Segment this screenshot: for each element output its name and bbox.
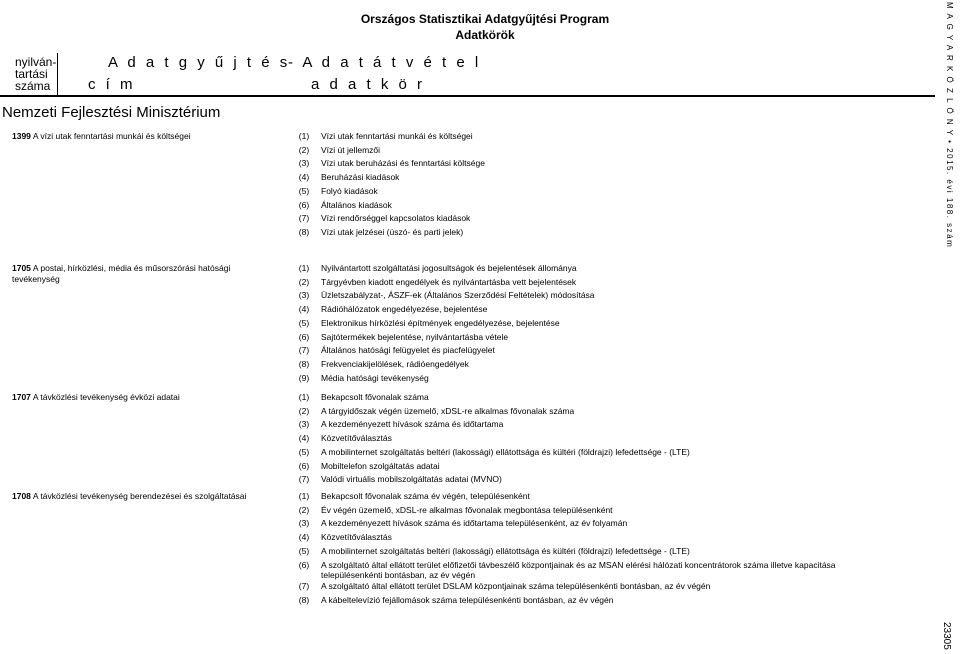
- item-text: Sajtótermékek bejelentése, nyilvántartásba vétele: [321, 331, 509, 342]
- column-label-title: c í m: [88, 76, 136, 93]
- item-text: Média hatósági tevékenység: [321, 372, 429, 383]
- item-number: (5): [298, 317, 310, 328]
- item-text: Közvetítőválasztás: [321, 532, 392, 543]
- page-subtitle: Adatkörök: [455, 28, 515, 42]
- item-number: (4): [298, 433, 310, 444]
- item-text: A tárgyidőszak végén üzemelő, xDSL-re alkalmas fővonalak száma: [321, 405, 575, 416]
- item-text: Vízi út jellemzői: [321, 144, 381, 155]
- program-name: A postai, hírközlési, média és műsorszórási hatósági tevékenység: [12, 263, 231, 284]
- item-number: (2): [298, 504, 310, 515]
- item-text: Elektronikus hírközlési építmények engedélyezése, bejelentése: [321, 317, 560, 328]
- item-number: (7): [298, 581, 310, 591]
- item-number: (7): [298, 213, 310, 224]
- item-number: (2): [298, 144, 310, 155]
- column-label-data-collection: A d a t g y ű j t é s: [108, 54, 291, 71]
- item-number: (1): [298, 131, 310, 141]
- column-label-data-scope: a d a t k ö r: [311, 76, 426, 93]
- journal-running-header: M A G Y A R K Ö Z L Ö N Y • 2015. évi 188. szám: [945, 2, 954, 249]
- item-number: (3): [298, 290, 310, 301]
- item-number: (8): [298, 226, 310, 237]
- page-number: 23305: [941, 622, 952, 650]
- page-title: Országos Statisztikai Adatgyűjtési Program: [360, 12, 610, 26]
- item-text: Üzletszabályzat-, ÁSZF-ek (Általános Szerződési Feltételek) módosítása: [321, 290, 595, 301]
- program-name: A távközlési tevékenység berendezései és szolgáltatásai: [32, 491, 247, 501]
- header-divider-vertical: [57, 53, 58, 95]
- item-text: Közvetítőválasztás: [321, 433, 392, 444]
- item-number: (6): [298, 460, 310, 471]
- program-title: [12, 131, 287, 142]
- item-number: (4): [298, 172, 310, 183]
- item-text: Rádióhálózatok engedélyezése, bejelentése: [321, 304, 488, 315]
- program-code: 1399: [12, 131, 31, 141]
- item-number: (5): [298, 446, 310, 457]
- item-text: Vízi utak beruházási és fenntartási költsége: [321, 158, 485, 169]
- item-text: Nyilvántartott szolgáltatási jogosultságok és bejelentések állománya: [321, 263, 577, 273]
- item-number: (8): [298, 594, 310, 605]
- item-number: (2): [298, 405, 310, 416]
- column-label-data-transfer: - A d a t á t v é t e l: [288, 54, 482, 71]
- program-code: 1708: [12, 491, 31, 501]
- item-text: Tárgyévben kiadott engedélyek és nyilvántartásba vett bejelentések: [321, 276, 577, 287]
- item-number: (6): [298, 559, 310, 570]
- item-number: (5): [298, 545, 310, 556]
- item-text: Vízi utak fenntartási munkái és költségei: [321, 131, 473, 141]
- item-text: Mobiltelefon szolgáltatás adatai: [321, 460, 440, 471]
- item-number: (3): [298, 419, 310, 430]
- program-title: [12, 392, 287, 403]
- item-number: (6): [298, 199, 310, 210]
- item-text: Vízi utak jelzései (úszó- és parti jelek): [321, 226, 464, 237]
- item-text: A kezdeményezett hívások száma és időtartama: [321, 419, 504, 430]
- item-text: A szolgáltató által ellátott terület DSLAM központjainak száma településenkénti bontásban, az év végén: [321, 581, 711, 591]
- program-code: 1707: [12, 392, 31, 402]
- item-text: A szolgáltató által ellátott terület előfizetői távbeszélő központjainak és az MSAN elérési hálózati koncentrátorok száma illetve kapacitása településenkénti bontásban, az év végén: [321, 559, 836, 580]
- item-text: A mobilinternet szolgáltatás beltéri (lakossági) ellátottsága és kültéri (földrajzi) lefedettsége - (LTE): [321, 446, 690, 457]
- item-number: (3): [298, 518, 310, 529]
- program-name: A vízi utak fenntartási munkái és költségei: [32, 131, 191, 141]
- item-text: Frekvenciakijelölések, rádióengedélyek: [321, 358, 469, 369]
- item-number: (9): [298, 372, 310, 383]
- item-number: (4): [298, 532, 310, 543]
- item-text: Vízi rendőrséggel kapcsolatos kiadások: [321, 213, 471, 224]
- item-number: (6): [298, 331, 310, 342]
- item-text: A mobilinternet szolgáltatás beltéri (lakossági) ellátottsága és kültéri (földrajzi) lefedettsége - (LTE): [321, 545, 690, 556]
- ministry-name: Nemzeti Fejlesztési Minisztérium: [2, 104, 221, 121]
- column-label-registration-number: nyilván- tartási száma: [15, 55, 57, 93]
- program-name: A távközlési tevékenység évközi adatai: [32, 392, 180, 402]
- item-text: A kábeltelevízió fejállomások száma településenkénti bontásban, az év végén: [321, 594, 614, 605]
- item-number: (3): [298, 158, 310, 169]
- item-text: A kezdeményezett hívások száma és időtartama településenként, az év folyamán: [321, 518, 628, 529]
- item-text: Bekapcsolt fővonalak száma: [321, 392, 429, 402]
- header-divider-horizontal: [0, 95, 935, 97]
- item-text: Valódi virtuális mobilszolgáltatás adatai (MVNO): [321, 474, 502, 485]
- item-number: (4): [298, 304, 310, 315]
- item-number: (2): [298, 276, 310, 287]
- item-text: Év végén üzemelő, xDSL-re alkalmas fővonalak megbontása településenként: [321, 504, 613, 515]
- item-text: Bekapcsolt fővonalak száma év végén, településenként: [321, 491, 530, 501]
- item-text: Általános kiadások: [321, 199, 392, 210]
- item-number: (7): [298, 345, 310, 356]
- item-number: (1): [298, 263, 310, 273]
- item-number: (1): [298, 491, 310, 501]
- program-title: [12, 491, 287, 502]
- item-text: Folyó kiadások: [321, 185, 378, 196]
- item-number: (8): [298, 358, 310, 369]
- item-text: Általános hatósági felügyelet és piacfelügyelet: [321, 345, 495, 356]
- item-number: (1): [298, 392, 310, 402]
- item-text: Beruházási kiadások: [321, 172, 400, 183]
- program-title: [12, 263, 262, 284]
- item-number: (5): [298, 185, 310, 196]
- item-number: (7): [298, 474, 310, 485]
- program-code: 1705: [12, 263, 31, 273]
